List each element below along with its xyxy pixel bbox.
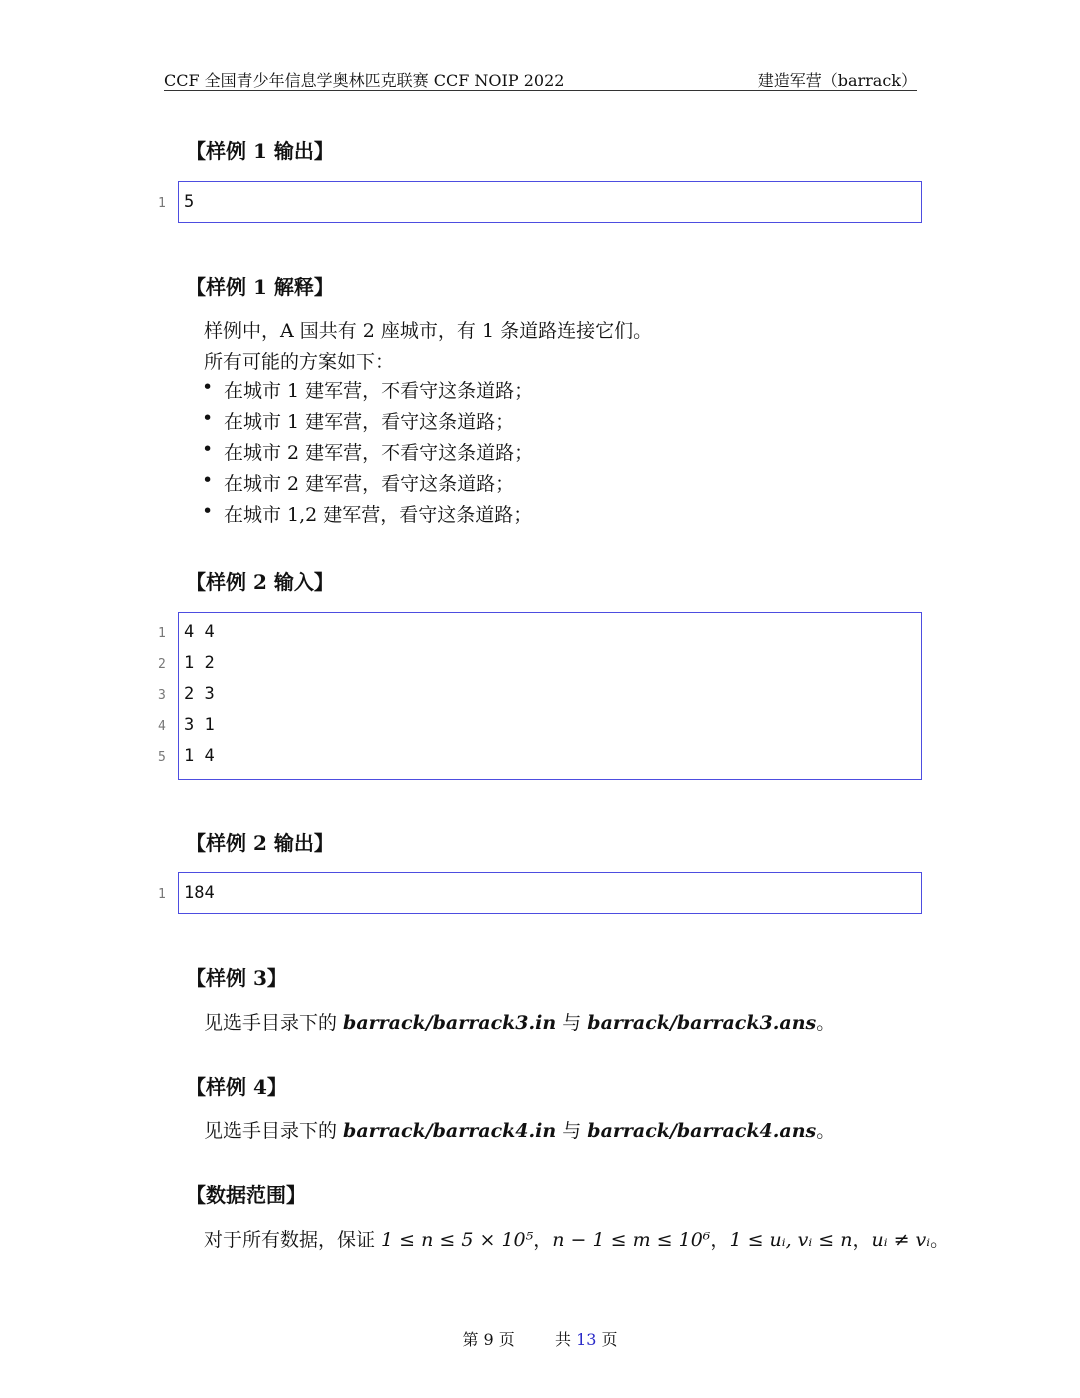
list-item	[202, 438, 533, 469]
sample4-answer-file: barrack/barrack4.ans	[587, 1120, 817, 1142]
bullet-dot: •	[202, 407, 214, 429]
code-line-text: 3 1	[184, 715, 215, 735]
line-number: 2	[158, 657, 166, 672]
page-footer	[0, 1327, 1080, 1350]
bullet-dot: •	[202, 469, 214, 491]
constraint-uv-range: 1 ≤ uᵢ, vᵢ ≤ n	[729, 1229, 853, 1251]
explanation-intro-1: 样例中，A 国共有 2 座城市，有 1 条道路连接它们。	[204, 320, 653, 342]
code-line-text: 184	[184, 883, 215, 903]
code-line	[158, 709, 921, 740]
sample4-prefix: 见选手目录下的	[204, 1120, 344, 1142]
total-pages-prefix: 共	[555, 1330, 577, 1349]
constraint-n: 1 ≤ n ≤ 5 × 10⁵	[381, 1229, 534, 1251]
explanation-bullet-list	[202, 376, 533, 531]
separator: ，	[710, 1229, 730, 1251]
sample4-mid: 与	[556, 1120, 588, 1142]
code-line	[158, 182, 921, 222]
sample3-mid: 与	[556, 1012, 588, 1034]
sample2-output-code	[158, 872, 922, 914]
separator: ，	[852, 1229, 872, 1251]
code-line	[158, 740, 921, 771]
constraint-uv-distinct: uᵢ ≠ vᵢ	[871, 1229, 931, 1251]
sample3-answer-file: barrack/barrack3.ans	[587, 1012, 817, 1034]
data-range-prefix: 对于所有数据，保证	[204, 1229, 382, 1251]
sample1-output-code	[158, 181, 922, 223]
code-line-text: 1 2	[184, 653, 215, 673]
sample4-input-file: barrack/barrack4.in	[343, 1120, 557, 1142]
page-header	[164, 66, 917, 91]
code-line-text: 4 4	[184, 622, 215, 642]
code-line-text: 1 4	[184, 746, 215, 766]
line-number: 1	[158, 626, 166, 641]
data-range-end: 。	[930, 1229, 950, 1251]
header-contest-title: CCF 全国青少年信息学奥林匹克联赛 CCF NOIP 2022	[164, 71, 565, 90]
bullet-text: 在城市 1 建军营，看守这条道路；	[224, 411, 515, 433]
code-line	[158, 616, 921, 647]
code-line	[158, 873, 921, 913]
code-line-text: 2 3	[184, 684, 215, 704]
header-problem-title: 建造军营（barrack）	[757, 71, 917, 90]
total-pages-suffix: 页	[596, 1330, 618, 1349]
bullet-text: 在城市 1 建军营，不看守这条道路；	[224, 380, 534, 402]
bullet-dot: •	[202, 438, 214, 460]
sample2-input-heading: 【样例 2 输入】	[186, 570, 334, 594]
sample3-heading: 【样例 3】	[186, 966, 287, 990]
page-number: 第 9 页	[462, 1330, 515, 1349]
sample4-suffix: 。	[816, 1120, 836, 1142]
sample2-output-heading: 【样例 2 输出】	[186, 831, 334, 855]
sample1-output-heading: 【样例 1 输出】	[186, 139, 334, 163]
line-number: 3	[158, 688, 166, 703]
sample4-text	[204, 1116, 835, 1143]
sample3-prefix: 见选手目录下的	[204, 1012, 344, 1034]
bullet-dot: •	[202, 376, 214, 398]
line-number: 1	[158, 887, 166, 902]
list-item	[202, 407, 533, 438]
bullet-text: 在城市 2 建军营，看守这条道路；	[224, 473, 515, 495]
line-number: 4	[158, 719, 166, 734]
sample4-heading: 【样例 4】	[186, 1075, 287, 1099]
bullet-text: 在城市 1,2 建军营，看守这条道路；	[224, 504, 533, 526]
explanation-intro-2: 所有可能的方案如下：	[204, 351, 395, 373]
list-item	[202, 376, 533, 407]
sample3-suffix: 。	[816, 1012, 836, 1034]
code-line-text: 5	[184, 192, 195, 212]
bullet-text: 在城市 2 建军营，不看守这条道路；	[224, 442, 534, 464]
sample3-input-file: barrack/barrack3.in	[343, 1012, 557, 1034]
sample2-input-code	[158, 612, 922, 780]
code-line	[158, 678, 921, 709]
line-number: 1	[158, 196, 166, 211]
line-number: 5	[158, 750, 166, 765]
list-item	[202, 469, 533, 500]
data-range-text	[204, 1225, 949, 1252]
sample3-text	[204, 1008, 835, 1035]
constraint-m: n − 1 ≤ m ≤ 10⁶	[552, 1229, 711, 1251]
bullet-dot: •	[202, 500, 214, 522]
data-range-heading: 【数据范围】	[186, 1183, 306, 1207]
total-pages-link[interactable]: 13	[576, 1330, 597, 1349]
separator: ，	[533, 1229, 553, 1251]
sample1-explanation-heading: 【样例 1 解释】	[186, 275, 334, 299]
code-line	[158, 647, 921, 678]
list-item	[202, 500, 533, 531]
